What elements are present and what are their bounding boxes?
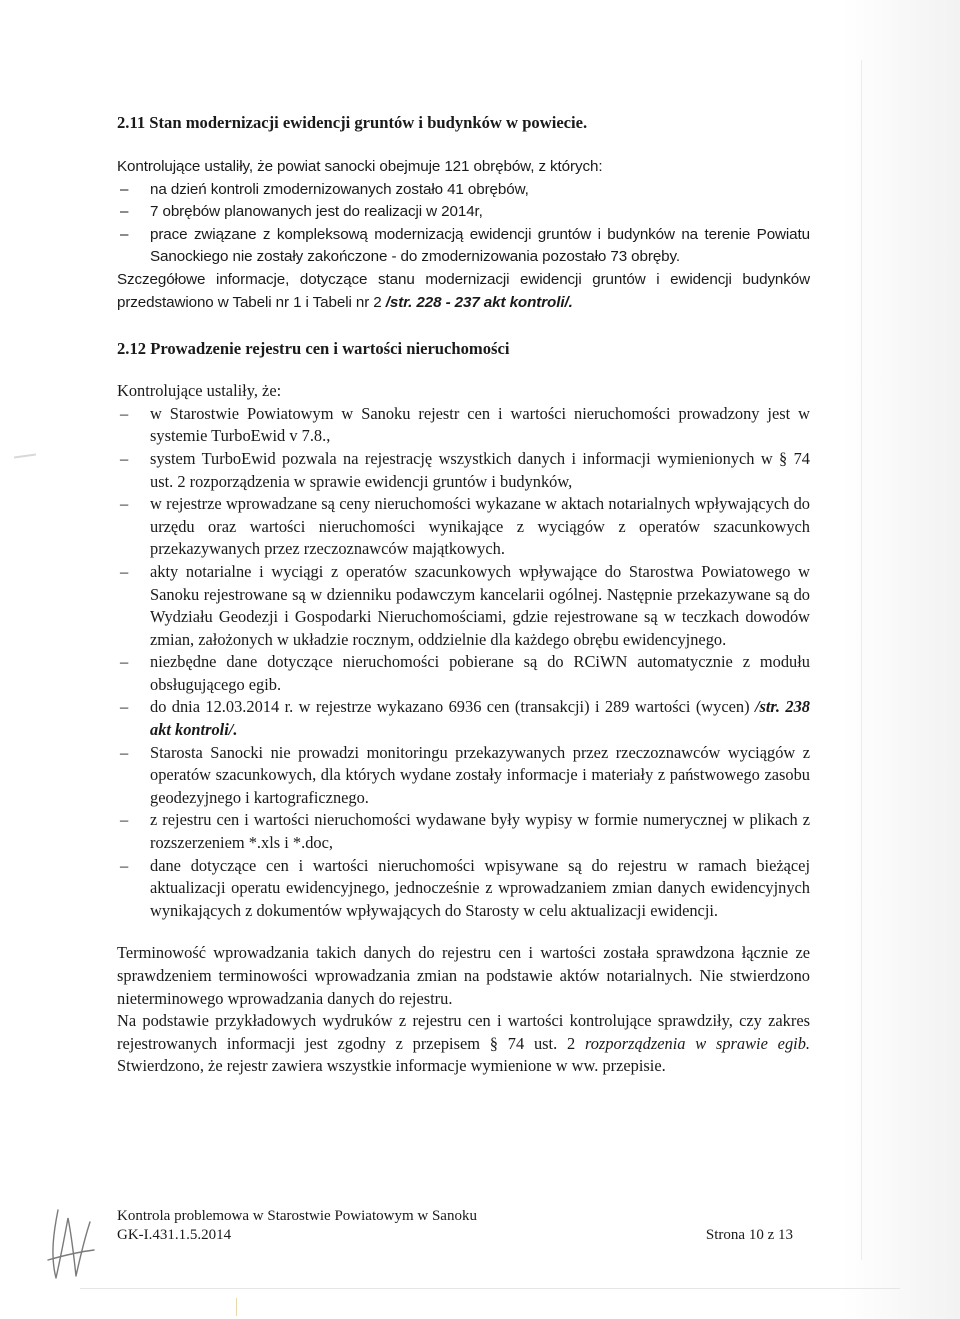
list-item-text: w rejestrze wprowadzane są ceny nieruchomości wykazane w aktach notarialnych wpływających do urzędu oraz wartości nieruchomości wynikające z wyciągów z operatów szacunkowych przekazywanych przez rzeczoznawców majątkowych. — [150, 494, 810, 559]
section-2-11-list-item: – na dzień kontroli zmodernizowanych zostało 41 obrębów, — [117, 179, 810, 202]
document-body — [117, 112, 810, 1078]
paragraph-2-text-a: Na podstawie przykładowych wydruków z rejestru cen i wartości kontrolujące sprawdziły, czy zakres rejestrowanych informacji jest zgodny z przepisem § 74 ust. 2 — [117, 1011, 810, 1053]
list-item-text: w Starostwie Powiatowym w Sanoku rejestr cen i wartości nieruchomości prowadzony jest w systemie TurboEwid v 7.8., — [150, 403, 810, 446]
section-2-12-list-item — [117, 493, 810, 561]
section-2-12-list-item — [117, 742, 810, 810]
section-2-12-list-item — [117, 696, 810, 741]
section-2-12 — [117, 380, 810, 1078]
section-2-12-list — [117, 403, 810, 923]
footer-row — [117, 1226, 793, 1245]
section-2-12-paragraph-2 — [117, 1010, 810, 1078]
list-item-text: system TurboEwid pozwala na rejestrację wszystkich danych i informacji wymienionych w § 74 ust. 2 rozporządzenia w sprawie ewidencji gruntów i budynków, — [150, 448, 810, 491]
section-2-12-list-item — [117, 448, 810, 493]
list-item-text: Starosta Sanocki nie prowadzi monitoringu przekazywanych przez rzeczoznawców wyciągów z operatów szacunkowych, dla których wydane zostały informacje i materiały z państwowego zasobu geodezyjnego i kartograficznego. — [150, 742, 810, 807]
section-2-12-heading: 2.12 Prowadzenie rejestru cen i wartości nieruchomości — [117, 339, 510, 359]
section-2-12-list-item — [117, 809, 810, 854]
scan-mark — [236, 1298, 237, 1316]
list-item-text: z rejestru cen i wartości nieruchomości wydawane były wypisy w formie numerycznej w plikach z rozszerzeniem *.xls i *.doc, — [150, 810, 810, 853]
details-reference: /str. 228 - 237 akt kontroli/. — [385, 293, 573, 311]
section-2-12-list-item — [117, 403, 810, 448]
section-2-12-list-item — [117, 651, 810, 696]
footer-reference-number: GK-I.431.1.5.2014 — [117, 1227, 232, 1243]
list-item-text: do dnia 12.03.2014 r. w rejestrze wykazano 6936 cen (transakcji) i 289 wartości (wycen) — [150, 697, 750, 717]
footer-title: Kontrola problemowa w Starostwie Powiatowym w Sanoku — [117, 1208, 477, 1224]
section-2-12-list-item — [117, 561, 810, 651]
handwritten-signature — [28, 1200, 108, 1290]
list-item-reference: /str. 238 akt kontroli/. — [150, 697, 810, 740]
section-2-11-details — [117, 269, 810, 314]
list-item-text: niezbędne dane dotyczące nieruchomości pobierane są do RCiWN automatycznie z modułu obsługującego egib. — [150, 652, 810, 694]
section-2-11-intro: Kontrolujące ustaliły, że powiat sanocki obejmuje 121 obrębów, z których: — [117, 158, 603, 175]
section-2-12-intro: Kontrolujące ustaliły, że: — [117, 381, 282, 401]
page-edge-line — [861, 60, 862, 1260]
bottom-rule — [80, 1288, 900, 1289]
section-2-12-paragraph-1: Terminowość wprowadzania takich danych do rejestru cen i wartości została sprawdzona łącznie ze sprawdzeniem terminowości wprowadzania zmian na podstawie aktów notarialnych. Nie stwierdzono nieterminowego wprowadzania danych do rejestru. — [117, 943, 810, 1008]
spacer — [117, 922, 810, 942]
page-edge-shadow — [842, 0, 960, 1319]
page-number: Strona 10 z 13 — [705, 1227, 793, 1243]
list-item-text: dane dotyczące cen i wartości nieruchomości wpisywane są do rejestru w ramach bieżącej aktualizacji operatu ewidencyjnego, jednocześnie z wprowadzaniem zmian danych ewidencyjnych wynikających z dokumentów wpływających do Starosty w celu aktualizacji ewidencji. — [150, 855, 810, 920]
page-footer — [117, 1207, 793, 1245]
section-2-11-heading: 2.11 Stan modernizacji ewidencji gruntów i budynków w powiecie. — [117, 113, 588, 132]
section-2-11-list — [117, 179, 810, 269]
list-item-text: akty notarialne i wyciągi z operatów szacunkowych wpływające do Starostwa Powiatowego w Sanoku rejestrowane są w dzienniku podawczym kancelarii ogólnej. Następnie przekazywane są do Wydziału Geodezji i Gospodarki Nieruchomościami, gdzie rejestrowane są w teczkach dowodów zmian, założonych w układzie rocznym, oddzielnie dla każdego obrębu ewidencyjnego. — [150, 561, 810, 649]
paragraph-2-italic: rozporządzenia w sprawie egib. — [584, 1033, 810, 1053]
paragraph-2-text-b: Stwierdzono, że rejestr zawiera wszystkie informacje wymienione w ww. przepisie. — [117, 1056, 666, 1076]
section-2-11 — [117, 156, 810, 314]
section-2-11-list-item: – prace związane z kompleksową modernizacją ewidencji gruntów i budynków na terenie Powiatu Sanockiego nie zostały zakończone - do zmodernizowania pozostało 73 obręby. — [117, 224, 810, 269]
section-2-11-list-item: – 7 obrębów planowanych jest do realizacji w 2014r, — [117, 201, 810, 224]
details-text: Szczegółowe informacje, dotyczące stanu modernizacji ewidencji gruntów i ewidencji budynków przedstawiono w Tabeli nr 1 i Tabeli nr 2 — [117, 270, 810, 311]
margin-mark — [14, 453, 36, 458]
section-2-12-list-item — [117, 855, 810, 923]
